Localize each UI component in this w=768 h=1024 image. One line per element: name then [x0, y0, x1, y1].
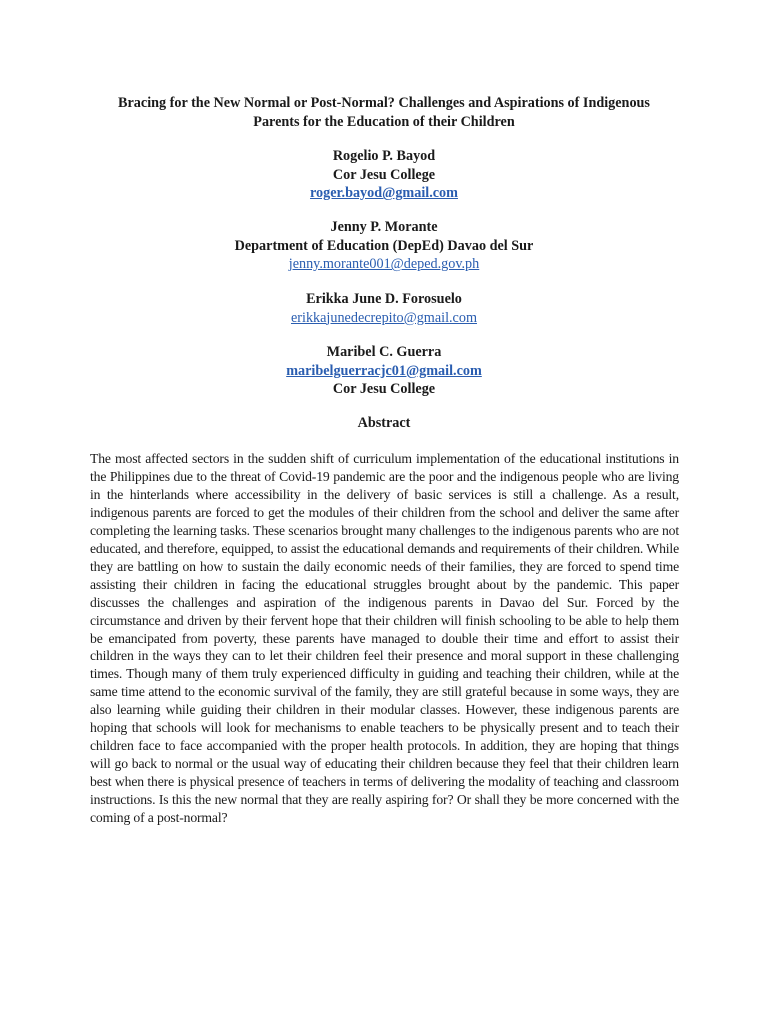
author-block-1 — [60, 147, 708, 203]
author-email-link[interactable]: roger.bayod@gmail.com — [310, 185, 458, 202]
author-name: Erikka June D. Forosuelo — [306, 291, 462, 307]
author-block-3 — [60, 290, 708, 327]
paper-title — [60, 94, 708, 131]
author-email-link[interactable]: maribelguerracjc01@gmail.com — [286, 362, 482, 379]
abstract-heading: Abstract — [357, 415, 411, 431]
author-email-link[interactable]: erikkajunedecrepito@gmail.com — [290, 309, 477, 326]
author-block-2 — [60, 218, 708, 274]
paper-title-line-1: Bracing for the New Normal or Post-Normal? Challenges and Aspirations of Indigenous — [118, 95, 650, 111]
author-block-4 — [60, 343, 708, 399]
author-name: Maribel C. Guerra — [326, 344, 442, 360]
author-name: Jenny P. Morante — [330, 219, 438, 235]
author-affiliation: Cor Jesu College — [332, 166, 436, 183]
paper-title-line-2: Parents for the Education of their Children — [253, 113, 515, 130]
author-email-link[interactable]: jenny.morante001@deped.gov.ph — [288, 256, 480, 273]
abstract-body: The most affected sectors in the sudden shift of curriculum implementation of the educational institutions in the Philippines due to the threat of Covid-19 pandemic are the poor and the indigenous people who are living in the hinterlands where accessibility in the delivery of basic services is still a challenge. As a result, indigenous parents are forced to get the modules of their children from the school and deliver the same after completing the learning tasks. These scenarios brought many challenges to the indigenous parents who are not educated, and therefore, equipped, to assist the educational demands and requirements of their children. While they are battling on how to sustain the daily economic needs of their families, they are forced to spend time assisting their children in facing the educational struggles brought about by the pandemic. This paper discusses the challenges and aspiration of the indigenous parents in Davao del Sur. Forced by the circumstance and driven by their fervent hope that their children will finish schooling to be able to help them be emancipated from poverty, these parents have managed to double their time and effort to assist their children in the ways they can to let their children feel their presence and moral support in these challenging times. Though many of them truly experienced difficulty in guiding and teaching their children, while at the same time attend to the economic survival of the family, they are still grateful because in some ways, they are also learning while guiding their children in their modular classes. However, these indigenous parents are hoping that schools will look for mechanisms to enable teachers to be physically present and to teach their children face to face accompanied with the proper health protocols. In addition, they are hoping that things will go back to normal or the usual way of educating their children because they feel that their children learn best when there is physical presence of teachers in terms of delivering the modality of teaching and classroom instructions. Is this the new normal that they are really aspiring for? Or shall they be more concerned with the coming of a post-normal? — [90, 451, 679, 826]
author-affiliation: Department of Education (DepEd) Davao del Sur — [234, 237, 534, 254]
author-name: Rogelio P. Bayod — [332, 148, 436, 164]
author-affiliation: Cor Jesu College — [332, 381, 436, 398]
